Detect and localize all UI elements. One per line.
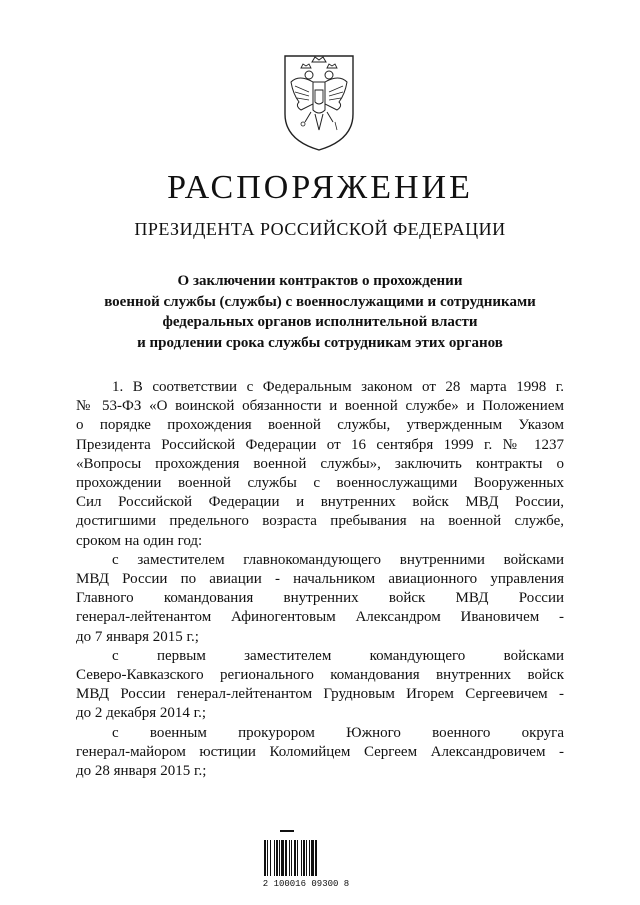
body-line: до 7 января 2015 г.; <box>76 628 199 645</box>
paragraph-3 <box>76 647 564 724</box>
body-line: Сил Российской Федерации и внутренних войск МВД России, <box>76 494 564 511</box>
subject-line: военной службы (службы) с военнослужащими и сотрудниками <box>104 293 536 310</box>
body-line: с заместителем главнокомандующего внутренними войсками <box>112 551 564 568</box>
document-body <box>76 378 564 781</box>
subject-line: федеральных органов исполнительной власти <box>162 314 478 331</box>
document-type-title: РАСПОРЯЖЕНИЕ <box>167 169 473 206</box>
body-line: МВД России по авиации - начальником авиационного управления <box>76 571 564 588</box>
body-line: достигшими предельного возраста пребывания на военной службе, <box>76 513 564 530</box>
body-line: № 53-ФЗ «О воинской обязанности и военной службе» и Положением <box>76 398 564 415</box>
body-line: о порядке прохождения военной службы, утвержденным Указом <box>76 417 564 434</box>
issuer-title: ПРЕЗИДЕНТА РОССИЙСКОЙ ФЕДЕРАЦИИ <box>134 219 506 239</box>
barcode-number: 2 100016 09300 8 <box>262 879 350 889</box>
paragraph-1 <box>76 378 564 551</box>
body-line: сроком на один год: <box>76 532 203 549</box>
russian-coat-of-arms-icon <box>279 48 359 152</box>
subject-line: О заключении контрактов о прохождении <box>177 273 463 289</box>
document-subject <box>40 271 600 353</box>
body-line: 1. В соответствии с Федеральным законом от 28 марта 1998 г. <box>112 379 564 395</box>
body-line: прохождении военной службы с военнослужащими Вооруженных <box>76 475 564 492</box>
subject-line: и продлении срока службы сотрудникам этих органов <box>137 334 503 351</box>
body-line: с первым заместителем командующего войсками <box>112 647 564 664</box>
paragraph-2 <box>76 551 564 647</box>
body-line: генерал-майором юстиции Коломийцем Сергеем Александровичем - <box>76 743 564 760</box>
body-line: МВД России генерал-лейтенантом Грудновым Игорем Сергеевичем - <box>76 686 564 703</box>
body-line: с военным прокурором Южного военного округа <box>112 724 564 741</box>
body-line: Северо-Кавказского регионального командования внутренних войск <box>76 667 564 684</box>
body-line: «Вопросы прохождения военной службы», заключить контракты о <box>76 455 564 472</box>
paragraph-4 <box>76 724 564 782</box>
body-line: Президента Российской Федерации от 16 сентября 1999 г. № 1237 <box>76 436 564 453</box>
body-line: Главного командования внутренних войск МВД России <box>76 590 564 607</box>
body-line: до 28 января 2015 г.; <box>76 763 207 780</box>
body-line: до 2 декабря 2014 г.; <box>76 705 207 722</box>
body-line: генерал-лейтенантом Афиногентовым Александром Ивановичем - <box>76 609 564 626</box>
